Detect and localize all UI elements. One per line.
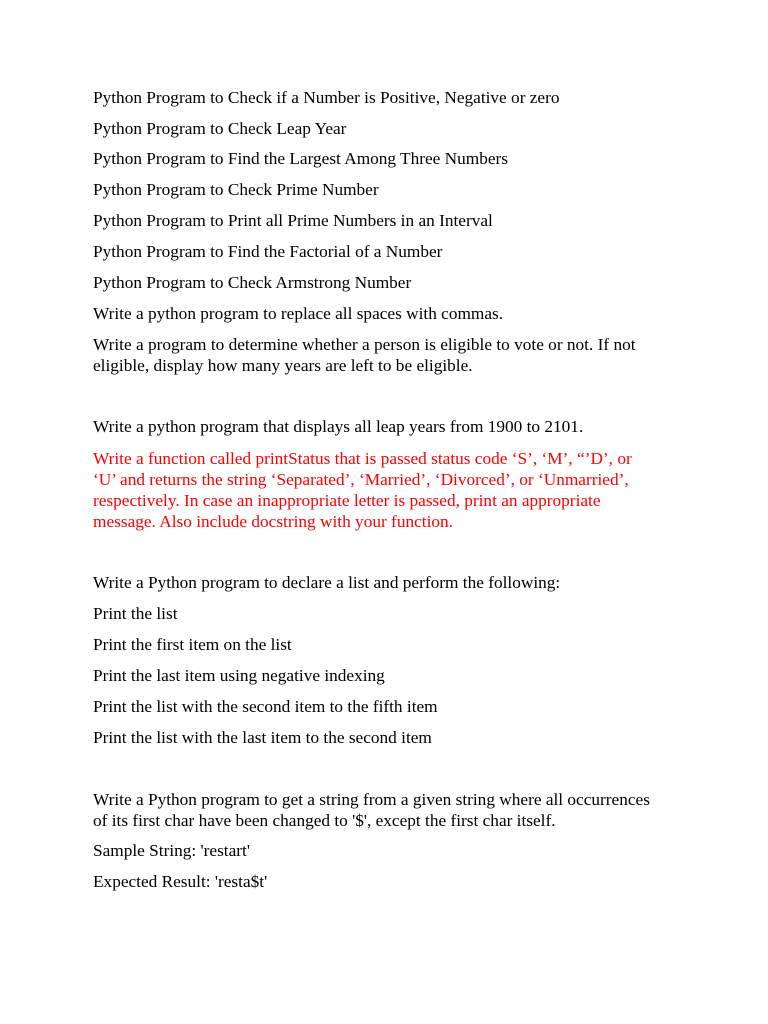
list-step: Print the last item using negative indexing [93, 666, 385, 685]
expected-result: Expected Result: 'resta$t' [93, 872, 268, 891]
print-status-task [93, 448, 693, 532]
item-replace-spaces: Write a python program to replace all spaces with commas. [93, 304, 504, 323]
item-factorial: Python Program to Find the Factorial of a Number [93, 242, 443, 261]
item-positive-negative-zero: Python Program to Check if a Number is Positive, Negative or zero [93, 88, 560, 107]
vote-line-1: Write a program to determine whether a person is eligible to vote or not. If not [93, 335, 636, 354]
print-status-line-1: Write a function called printStatus that is passed status code ‘S’, ‘M’, “’D’, or [93, 449, 632, 468]
string-task-line-1: Write a Python program to get a string from a given string where all occurrences [93, 790, 650, 809]
item-prime-number: Python Program to Check Prime Number [93, 180, 379, 199]
list-step: Print the list with the second item to the fifth item [93, 697, 438, 716]
item-largest-of-three: Python Program to Find the Largest Among Three Numbers [93, 149, 509, 168]
list-step: Print the list [93, 604, 178, 623]
sample-string: Sample String: 'restart' [93, 841, 250, 860]
print-status-line-2: ‘U’ and returns the string ‘Separated’, ‘Married’, ‘Divorced’, or ‘Unmarried’, [93, 470, 629, 489]
string-task [93, 789, 693, 831]
print-status-line-4: message. Also include docstring with your function. [93, 512, 453, 531]
leap-years-task: Write a python program that displays all leap years from 1900 to 2101. [93, 417, 584, 436]
list-step: Print the first item on the list [93, 635, 292, 654]
print-status-line-3: respectively. In case an inappropriate letter is passed, print an appropriate [93, 491, 601, 510]
item-armstrong: Python Program to Check Armstrong Number [93, 273, 412, 292]
item-primes-in-interval: Python Program to Print all Prime Numbers in an Interval [93, 211, 493, 230]
list-step: Print the list with the last item to the second item [93, 728, 432, 747]
vote-eligibility-task [93, 334, 693, 376]
string-task-line-2: of its first char have been changed to '$', except the first char itself. [93, 811, 556, 830]
item-leap-year: Python Program to Check Leap Year [93, 119, 347, 138]
list-task-intro: Write a Python program to declare a list and perform the following: [93, 573, 561, 592]
vote-line-2: eligible, display how many years are left to be eligible. [93, 356, 473, 375]
